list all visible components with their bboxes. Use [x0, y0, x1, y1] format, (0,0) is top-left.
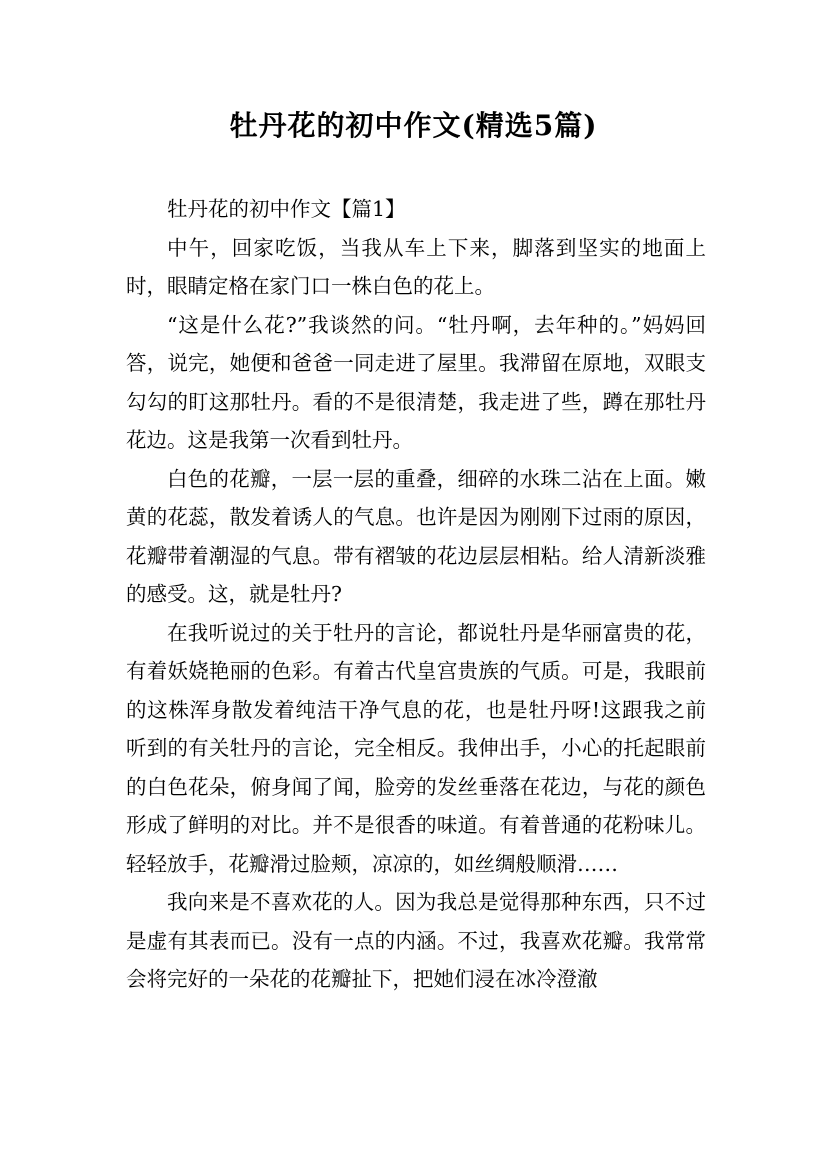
document-title: 牡丹花的初中作文(精选5篇)	[229, 109, 598, 142]
document-body	[126, 190, 706, 999]
paragraph: 我向来是不喜欢花的人。因为我总是觉得那种东西，只不过是虚有其表而已。没有一点的内涵。不过，我喜欢花瓣。我常常会将完好的一朵花的花瓣扯下，把她们浸在冰冷澄澈	[126, 890, 706, 991]
paragraph: 在我听说过的关于牡丹的言论，都说牡丹是华丽富贵的花，有着妖娆艳丽的色彩。有着古代皇宫贵族的气质。可是，我眼前的这株浑身散发着纯洁干净气息的花，也是牡丹呀!这跟我之前听到的有关牡丹的言论，完全相反。我伸出手，小心的托起眼前的白色花朵，俯身闻了闻，脸旁的发丝垂落在花边，与花的颜色形成了鲜明的对比。并不是很香的味道。有着普通的花粉味儿。轻轻放手，花瓣滑过脸颊，凉凉的，如丝绸般顺滑……	[126, 620, 706, 876]
paragraph: 中午，回家吃饭，当我从车上下来，脚落到坚实的地面上时，眼睛定格在家门口一株白色的花上。	[126, 235, 706, 298]
paragraph: 白色的花瓣，一层一层的重叠，细碎的水珠二沾在上面。嫩黄的花蕊，散发着诱人的气息。也许是因为刚刚下过雨的原因，花瓣带着潮湿的气息。带有褶皱的花边层层相粘。给人清新淡雅的感受。这，就是牡丹?	[126, 466, 706, 606]
paragraph: “这是什么花?”我谈然的问。“牡丹啊，去年种的。”妈妈回答，说完，她便和爸爸一同走进了屋里。我滞留在原地，双眼支勾勾的盯这那牡丹。看的不是很清楚，我走进了些，蹲在那牡丹花边。这是我第一次看到牡丹。	[126, 312, 706, 452]
section-heading: 牡丹花的初中作文【篇1】	[167, 197, 406, 221]
